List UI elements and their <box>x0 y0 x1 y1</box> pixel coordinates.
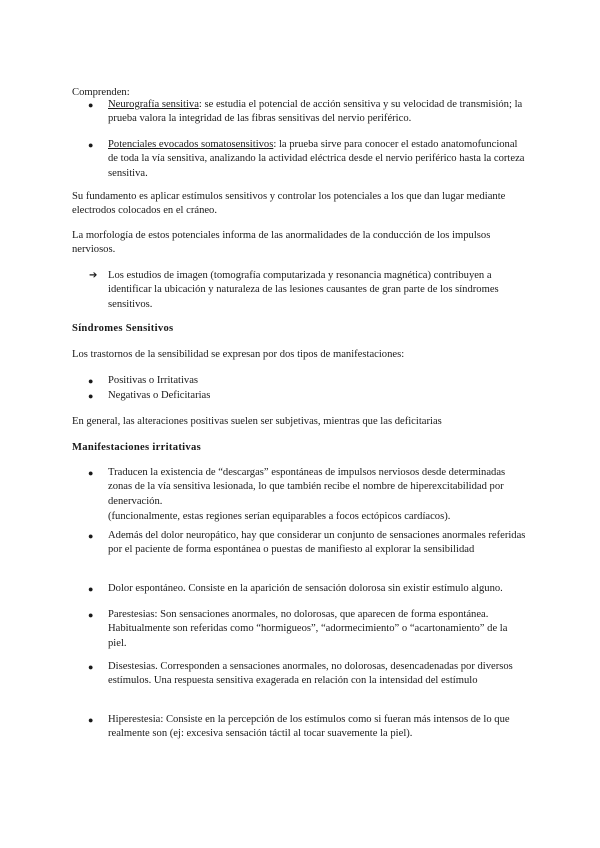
bullet-icon: ● <box>88 715 94 725</box>
section-heading: Síndromes Sensitivos <box>72 323 174 334</box>
item-text: : la prueba sirve para conocer el estado anatomofuncional de toda la vía sensitiva, analizando la actividad eléctrica desde el nervio periférico hasta la corteza sensitiva. <box>108 139 525 179</box>
paragraph: Los trastornos de la sensibilidad se expresan por dos tipos de manifestaciones: <box>72 349 405 360</box>
list-item: Disestesias. Corresponden a sensaciones anormales, no dolorosas, desencadenadas por diversos estímulos. Una respuesta sensitiva exagerada en relación con la intensidad del estímulo <box>108 661 513 687</box>
bullet-icon: ● <box>88 391 94 401</box>
arrow-item: Los estudios de imagen (tomografía computarizada y resonancia magnética) contribuyen a identificar la ubicación y naturaleza de las lesiones causantes de gran parte de los síndromes sensitivos. <box>108 270 499 310</box>
intro-text: Comprenden: <box>72 87 130 98</box>
term: Neurografía sensitiva <box>108 99 199 110</box>
list-item: Dolor espontáneo. Consiste en la aparición de sensación dolorosa sin existir estímulo alguno. <box>108 583 503 594</box>
paragraph: La morfología de estos potenciales informa de las anormalidades de la conducción de los impulsos nerviosos. <box>72 230 491 256</box>
bullet-icon: ● <box>88 140 94 150</box>
list-item <box>108 138 528 181</box>
paragraph: En general, las alteraciones positivas suelen ser subjetivas, mientras que las deficitarias <box>72 416 442 427</box>
bullet-icon: ● <box>88 662 94 672</box>
bullet-icon: ● <box>88 531 94 541</box>
list-item: Parestesias: Son sensaciones anormales, no dolorosas, que aparecen de forma espontánea. Habitualmente son referidas como “hormigueos”, “adormecimiento” o “acartonamiento” de la piel. <box>108 609 508 649</box>
list-item: Negativas o Deficitarias <box>108 390 211 401</box>
bullet-icon: ● <box>88 468 94 478</box>
note-text: (funcionalmente, estas regiones serían equiparables a focos ectópicos cardíacos). <box>108 511 451 522</box>
term: Potenciales evocados somatosensitivos <box>108 139 274 150</box>
item-text: : se estudia el potencial de acción sensitiva y su velocidad de transmisión; la prueba valora la integridad de las fibras sensitivas del nervio periférico. <box>108 99 523 125</box>
paragraph: Su fundamento es aplicar estímulos sensitivos y controlar los potenciales a los que dan lugar mediante electrodos colocados en el cráneo. <box>72 191 506 217</box>
bullet-icon: ● <box>88 610 94 620</box>
list-item: Traducen la existencia de “descargas” espontáneas de impulsos nerviosos desde determinadas zonas de la vía sensitiva lesionada, lo que también recibe el nombre de hiperexcitabilidad por denervación. <box>108 467 506 507</box>
bullet-icon: ● <box>88 376 94 386</box>
list-item: Hiperestesia: Consiste en la percepción de los estímulos como si fueran más intensos de lo que realmente son (ej: excesiva sensación táctil al tocar suavemente la piel). <box>108 714 510 740</box>
bullet-icon: ● <box>88 100 94 110</box>
section-heading: Manifestaciones irritativas <box>72 442 202 453</box>
list-item: Además del dolor neuropático, hay que considerar un conjunto de sensaciones anormales referidas por el paciente de forma espontánea o puestas de manifiesto al explorar la sensibilidad <box>108 530 526 556</box>
arrow-icon: ➔ <box>89 270 98 281</box>
list-item: Positivas o Irritativas <box>108 375 199 386</box>
bullet-icon: ● <box>88 584 94 594</box>
list-item <box>108 98 528 127</box>
